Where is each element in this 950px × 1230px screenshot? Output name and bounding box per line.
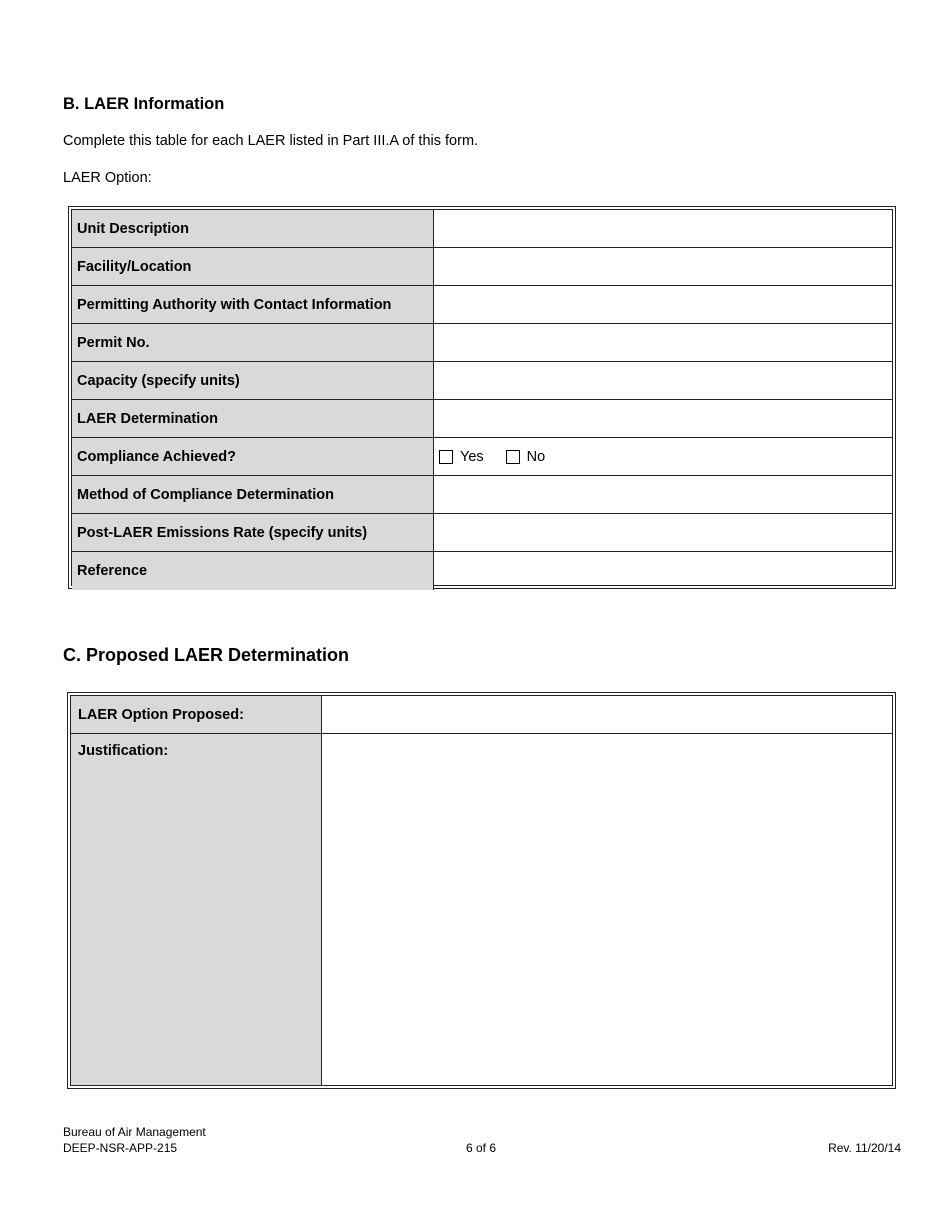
laer-information-table	[68, 206, 896, 589]
section-b-instruction: Complete this table for each LAER listed in Part III.A of this form.	[63, 133, 479, 149]
no-checkbox[interactable]	[506, 450, 520, 464]
table-row	[72, 438, 892, 476]
table-row	[72, 286, 892, 324]
unit-description-field[interactable]	[434, 210, 892, 247]
permitting-authority-label: Permitting Authority with Contact Information	[72, 286, 434, 323]
option-proposed-label: LAER Option Proposed:	[71, 696, 322, 733]
reference-field[interactable]	[434, 552, 892, 590]
laer-determination-field[interactable]	[434, 400, 892, 437]
compliance-yes-option[interactable]	[439, 449, 484, 465]
table-row	[72, 400, 892, 438]
capacity-field[interactable]	[434, 362, 892, 399]
compliance-no-option[interactable]	[506, 449, 546, 465]
table-row	[71, 696, 892, 734]
footer-form-id: DEEP-NSR-APP-215	[63, 1141, 178, 1155]
yes-label: Yes	[460, 448, 484, 465]
table-row	[72, 514, 892, 552]
table-row	[72, 324, 892, 362]
proposed-laer-table	[67, 692, 896, 1089]
method-of-compliance-field[interactable]	[434, 476, 892, 513]
facility-location-label: Facility/Location	[72, 248, 434, 285]
compliance-achieved-field	[434, 438, 892, 475]
table-row	[72, 210, 892, 248]
table-row	[71, 734, 892, 1085]
footer-bureau: Bureau of Air Management	[63, 1125, 206, 1139]
yes-checkbox[interactable]	[439, 450, 453, 464]
no-label: No	[526, 448, 546, 465]
laer-determination-label: LAER Determination	[72, 400, 434, 437]
laer-option-label: LAER Option:	[63, 170, 152, 186]
facility-location-field[interactable]	[434, 248, 892, 285]
method-of-compliance-label: Method of Compliance Determination	[72, 476, 434, 513]
section-b-title: B. LAER Information	[63, 95, 225, 113]
post-laer-emissions-label: Post-LAER Emissions Rate (specify units)	[72, 514, 434, 551]
permit-no-label: Permit No.	[72, 324, 434, 361]
option-proposed-field[interactable]	[322, 696, 892, 733]
section-c-title: C. Proposed LAER Determination	[63, 645, 350, 665]
justification-field[interactable]	[322, 734, 892, 1085]
capacity-label: Capacity (specify units)	[72, 362, 434, 399]
reference-label: Reference	[72, 552, 434, 590]
table-row	[72, 362, 892, 400]
footer-page-number: 6 of 6	[466, 1141, 497, 1155]
permitting-authority-field[interactable]	[434, 286, 892, 323]
table-row	[72, 476, 892, 514]
footer-revision: Rev. 11/20/14	[828, 1141, 901, 1155]
compliance-achieved-label: Compliance Achieved?	[72, 438, 434, 475]
table-row	[72, 248, 892, 286]
unit-description-label: Unit Description	[72, 210, 434, 247]
permit-no-field[interactable]	[434, 324, 892, 361]
justification-label: Justification:	[71, 734, 322, 1085]
table-row	[72, 552, 892, 590]
post-laer-emissions-field[interactable]	[434, 514, 892, 551]
